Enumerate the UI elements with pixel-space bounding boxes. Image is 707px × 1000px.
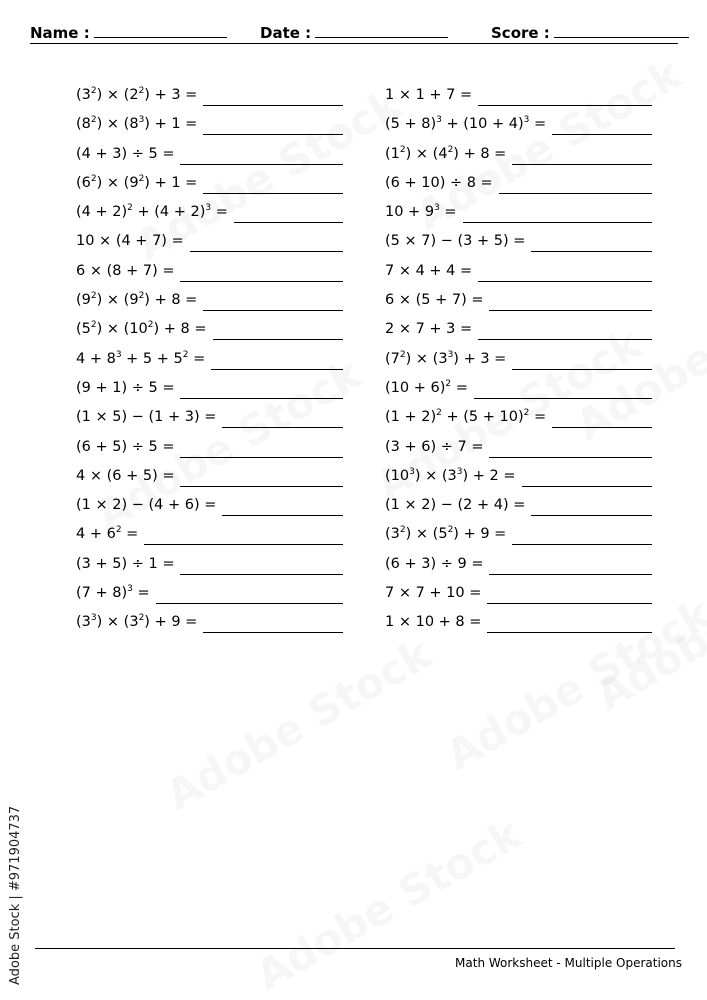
answer-blank[interactable] [463,202,652,223]
exponent: 3 [456,466,463,477]
expression-text: = [451,379,468,396]
exponent: 3 [205,203,212,214]
expression-text: (4 + 2) [76,204,128,221]
answer-blank[interactable] [531,495,652,516]
watermark [248,809,529,1000]
name-field[interactable] [30,23,227,42]
problem-row [76,437,343,466]
expression-text: ( [76,87,82,103]
expression-text: = [121,526,139,543]
problem-expression [76,261,174,281]
exponent: 3 [90,613,97,624]
expression-text: ) + 8 = [144,292,198,309]
exponent: 2 [445,378,452,389]
problem-column-left [76,85,343,642]
expression-text: ) × ( [96,116,130,133]
problem-expression [385,466,516,486]
expression-text: (4 + 3) ÷ 5 = [76,145,175,162]
expression-text: ) × ( [414,467,448,484]
expression-text: 7 [390,350,400,367]
expression-text: = [529,409,547,426]
answer-blank[interactable] [203,85,343,106]
expression-text: 1 × 10 + 8 = [385,614,482,631]
expression-text: 4 [438,145,448,162]
expression-text: (1 + 2) [385,409,437,426]
expression-text: ) × ( [96,87,130,103]
expression-text: (5 + 8) [385,116,437,133]
exponent: 2 [138,173,145,184]
answer-blank[interactable] [512,524,652,545]
answer-blank[interactable] [487,583,652,604]
expression-text: ( [76,174,82,191]
expression-text: ) + 3 = [453,350,507,367]
expression-text: 5 [81,321,91,338]
problem-expression [385,85,472,105]
problem-expression [385,319,472,339]
exponent: 3 [523,115,530,126]
problem-row [385,173,652,202]
exponent: 2 [90,320,97,331]
expression-text: + (4 + 2) [132,204,206,221]
expression-text: ( [385,467,391,484]
expression-text: + 5 + 5 [121,350,183,367]
problem-expression [76,114,197,134]
expression-text: 3 [81,87,91,103]
expression-text: ) × ( [405,526,439,543]
expression-text: ( [76,292,82,309]
problem-expression [76,144,174,164]
expression-text: 9 [81,292,91,309]
problem-row [76,378,343,407]
problem-row [76,349,343,378]
expression-text: ) + 9 = [144,614,198,631]
expression-text: (9 + 1) ÷ 5 = [76,379,175,396]
exponent: 2 [127,203,133,214]
answer-blank[interactable] [203,114,343,135]
exponent: 2 [523,408,530,419]
answer-blank[interactable] [180,144,343,165]
problem-row [76,524,343,553]
expression-text: = [529,116,547,133]
exponent: 2 [399,144,406,155]
expression-text: + (5 + 10) [441,409,524,426]
expression-text: ) + 8 = [453,145,507,162]
problem-row [385,437,652,466]
problem-row [76,612,343,641]
expression-text: 3 [81,614,91,631]
problem-column-right [385,85,652,642]
problem-expression [385,524,506,544]
answer-blank[interactable] [213,319,343,340]
answer-blank[interactable] [531,231,652,252]
expression-text: 10 × (4 + 7) = [76,233,184,250]
problem-expression [385,437,483,457]
expression-text: 6 [81,174,91,191]
expression-text: = [439,204,457,221]
worksheet-title: Math Worksheet - Multiple Operations [455,956,682,970]
answer-blank[interactable] [222,495,343,516]
expression-text: 8 [129,116,139,133]
problem-row [385,407,652,436]
answer-blank[interactable] [474,378,652,399]
answer-blank[interactable] [478,261,652,282]
problem-expression [385,612,481,632]
problem-expression [385,261,472,281]
problem-row [76,290,343,319]
expression-text: (3 + 5) ÷ 1 = [76,555,175,572]
answer-blank[interactable] [478,319,652,340]
problem-row [76,319,343,348]
expression-text: 8 [81,116,91,133]
expression-text: = [132,585,150,602]
problem-row [385,495,652,524]
expression-text: (1 × 2) − (4 + 6) = [76,497,217,514]
problem-expression [76,554,174,574]
exponent: 2 [115,525,122,536]
problem-expression [385,554,483,574]
exponent: 2 [147,320,154,331]
expression-text: ( [76,321,82,338]
score-field[interactable] [491,23,689,42]
expression-text: 10 + 9 [385,204,435,221]
problem-expression [76,495,216,515]
expression-text: 10 [129,321,148,338]
expression-text: 7 × 7 + 10 = [385,585,482,602]
expression-text: ( [385,145,391,162]
problem-row [76,231,343,260]
answer-blank[interactable] [489,290,652,311]
problem-expression [385,378,468,398]
exponent: 2 [399,349,406,360]
answer-blank[interactable] [180,261,343,282]
problem-row [385,144,652,173]
expression-text: 7 × 4 + 4 = [385,262,473,279]
expression-text: ) + 2 = [462,467,516,484]
exponent: 3 [127,584,133,595]
problem-row [76,202,343,231]
exponent: 2 [90,291,97,302]
exponent: 3 [409,466,415,477]
expression-text: 1 × 1 + 7 = [385,87,473,103]
expression-text: 9 [129,174,139,191]
expression-text: (6 + 10) ÷ 8 = [385,174,493,191]
problem-row [385,319,652,348]
expression-text: ( [385,526,391,543]
exponent: 3 [138,115,145,126]
answer-blank[interactable] [552,114,652,135]
problem-expression [76,202,228,222]
name-label: Name : [30,24,90,42]
answer-blank[interactable] [180,554,343,575]
score-label: Score : [491,24,550,42]
problem-row [385,378,652,407]
expression-text: ( [385,350,391,367]
date-blank-line[interactable] [315,23,448,38]
expression-text: ) × ( [405,350,439,367]
problem-row [385,290,652,319]
problem-expression [76,85,197,105]
problem-row [76,85,343,114]
expression-text: ) + 9 = [453,526,507,543]
exponent: 2 [90,173,97,184]
expression-text: ) + 1 = [144,174,198,191]
stock-id-stamp: Adobe Stock | #971904737 [8,805,23,985]
expression-text: 3 [129,614,139,631]
expression-text: ) × ( [96,292,130,309]
exponent: 2 [447,144,454,155]
expression-text: ) + 3 = [144,87,198,103]
answer-blank[interactable] [487,612,652,633]
expression-text: 4 + 6 [76,526,116,543]
expression-text: (10 + 6) [385,379,446,396]
problem-expression [76,378,174,398]
expression-text: 3 [447,467,457,484]
problem-row [385,85,652,114]
problem-expression [385,114,546,134]
problem-expression [76,290,197,310]
problem-row [385,554,652,583]
expression-text: 3 [390,526,400,543]
problem-row [76,554,343,583]
problem-expression [76,349,205,369]
expression-text: 6 × (8 + 7) = [76,262,175,279]
problem-row [385,261,652,290]
exponent: 3 [434,203,440,214]
worksheet-header [30,18,678,46]
expression-text: ( [76,614,82,631]
expression-text: ) × ( [96,174,130,191]
exponent: 3 [115,349,122,360]
answer-blank[interactable] [180,466,343,487]
problem-row [76,495,343,524]
problem-row [76,173,343,202]
answer-blank[interactable] [222,407,343,428]
expression-text: 6 × (5 + 7) = [385,292,484,309]
problem-expression [76,173,197,193]
exponent: 2 [436,408,442,419]
answer-blank[interactable] [552,407,652,428]
exponent: 2 [138,291,145,302]
problem-expression [76,524,138,544]
answer-blank[interactable] [234,202,343,223]
answer-blank[interactable] [203,612,343,633]
expression-text: 2 [129,87,139,103]
expression-text: 3 [438,350,448,367]
problem-expression [76,319,207,339]
problem-expression [76,231,184,251]
header-divider [30,43,678,44]
problem-expression [385,290,483,310]
problem-expression [385,583,481,603]
exponent: 2 [138,86,145,96]
problem-expression [385,173,493,193]
exponent: 2 [138,613,145,624]
answer-blank[interactable] [144,524,343,545]
answer-blank[interactable] [180,378,343,399]
problem-row [385,612,652,641]
exponent: 2 [399,525,406,536]
problem-row [76,466,343,495]
expression-text: 4 × (6 + 5) = [76,467,175,484]
answer-blank[interactable] [489,554,652,575]
problem-expression [76,437,174,457]
answer-blank[interactable] [512,144,652,165]
answer-blank[interactable] [499,173,652,194]
answer-blank[interactable] [478,85,652,106]
problem-row [76,114,343,143]
exponent: 2 [90,86,97,96]
expression-text: ) × ( [96,614,130,631]
problem-row [385,583,652,612]
expression-text: (6 + 5) ÷ 5 = [76,438,175,455]
expression-text: ( [76,116,82,133]
problem-expression [76,407,216,427]
exponent: 3 [447,349,454,360]
problem-expression [76,583,150,603]
problem-expression [385,407,546,427]
problem-row [385,231,652,260]
answer-blank[interactable] [203,290,343,311]
expression-text: = [188,350,206,367]
score-blank-line[interactable] [554,23,689,38]
problem-expression [385,231,525,251]
exponent: 2 [90,115,97,126]
problem-expression [385,349,506,369]
expression-text: 2 × 7 + 3 = [385,321,473,338]
expression-text: (3 + 6) ÷ 7 = [385,438,484,455]
answer-blank[interactable] [522,466,652,487]
answer-blank[interactable] [156,583,343,604]
name-blank-line[interactable] [94,23,227,38]
date-label: Date : [260,24,312,42]
problem-expression [76,612,197,632]
expression-text: = [211,204,228,221]
problem-expression [385,495,525,515]
expression-text: 4 + 8 [76,350,116,367]
expression-text: (6 + 3) ÷ 9 = [385,555,484,572]
problem-row [76,407,343,436]
watermark [158,629,439,820]
exponent: 2 [182,349,189,360]
expression-text: + (10 + 4) [441,116,524,133]
answer-blank[interactable] [211,349,343,370]
expression-text: 10 [390,467,410,484]
expression-text: (1 × 2) − (2 + 4) = [385,497,526,514]
expression-text: (5 × 7) − (3 + 5) = [385,233,526,250]
expression-text: ) × ( [405,145,439,162]
problem-row [385,466,652,495]
footer-divider [35,948,675,949]
problem-row [76,583,343,612]
problem-row [385,349,652,378]
exponent: 2 [447,525,454,536]
expression-text: ) + 8 = [153,321,207,338]
date-field[interactable] [260,23,448,42]
expression-text: ) + 1 = [144,116,198,133]
problem-row [385,524,652,553]
expression-text: 9 [129,292,139,309]
answer-blank[interactable] [512,349,652,370]
problem-row [385,114,652,143]
expression-text: (7 + 8) [76,585,128,602]
answer-blank[interactable] [489,437,652,458]
expression-text: 5 [438,526,448,543]
problem-expression [385,144,506,164]
problem-expression [385,202,457,222]
exponent: 3 [436,115,442,126]
answer-blank[interactable] [190,231,343,252]
problem-row [76,261,343,290]
expression-text: 1 [390,145,400,162]
problem-row [385,202,652,231]
problem-expression [76,466,174,486]
expression-text: ) × ( [96,321,130,338]
answer-blank[interactable] [203,173,343,194]
expression-text: (1 × 5) − (1 + 3) = [76,409,217,426]
problem-row [76,144,343,173]
answer-blank[interactable] [180,437,343,458]
